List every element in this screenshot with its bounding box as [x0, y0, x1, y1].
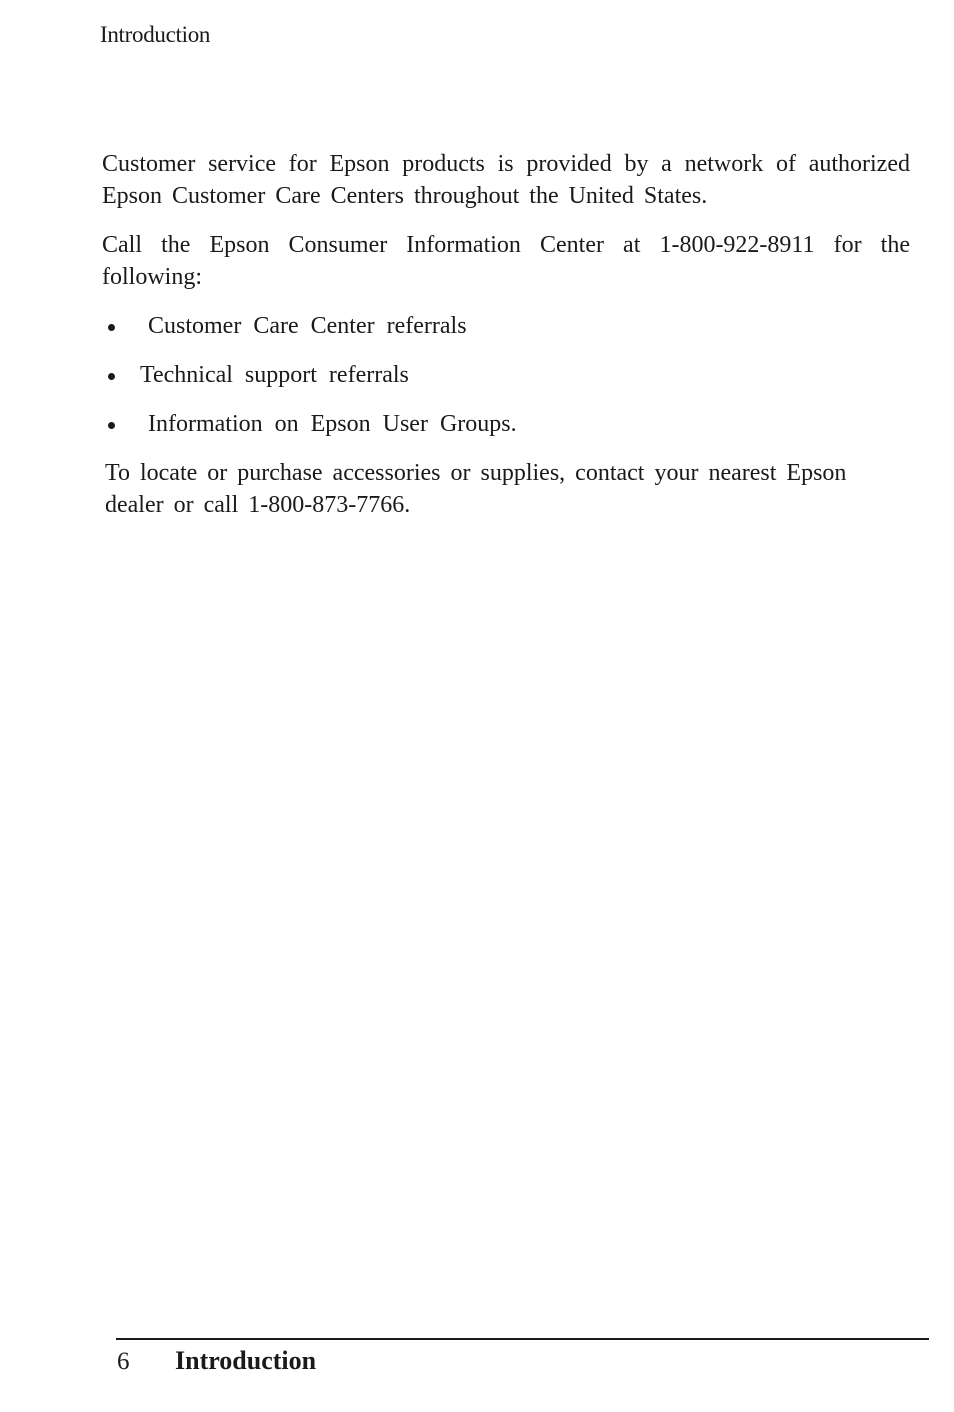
paragraph-call-center: Call the Epson Consumer Information Center at 1-800-922-8911 for the following:: [102, 232, 910, 290]
paragraph-customer-service: Customer service for Epson products is provided by a network of authorized Epson Customer Care Centers throughout the United States.: [102, 151, 910, 209]
paragraph-accessories: To locate or purchase accessories or supplies, contact your nearest Epson dealer or call 1-800-873-7766.: [105, 460, 847, 518]
list-item: [102, 408, 910, 440]
list-item-text: Technical support referrals: [140, 362, 409, 388]
page-body: [102, 148, 910, 538]
list-item-text: Customer Care Center referrals: [148, 313, 467, 339]
running-header: Introduction: [100, 22, 211, 47]
bullet-icon: [108, 373, 115, 380]
page-footer: [117, 1345, 316, 1378]
page-number: 6: [117, 1348, 130, 1375]
footer-divider: [116, 1338, 929, 1340]
footer-section-title: Introduction: [175, 1346, 317, 1375]
bullet-icon: [108, 324, 115, 331]
list-item: [102, 359, 910, 391]
list-item: [102, 310, 910, 342]
bullet-icon: [108, 422, 115, 429]
list-item-text: Information on Epson User Groups.: [148, 411, 517, 437]
referral-list: [102, 310, 910, 440]
